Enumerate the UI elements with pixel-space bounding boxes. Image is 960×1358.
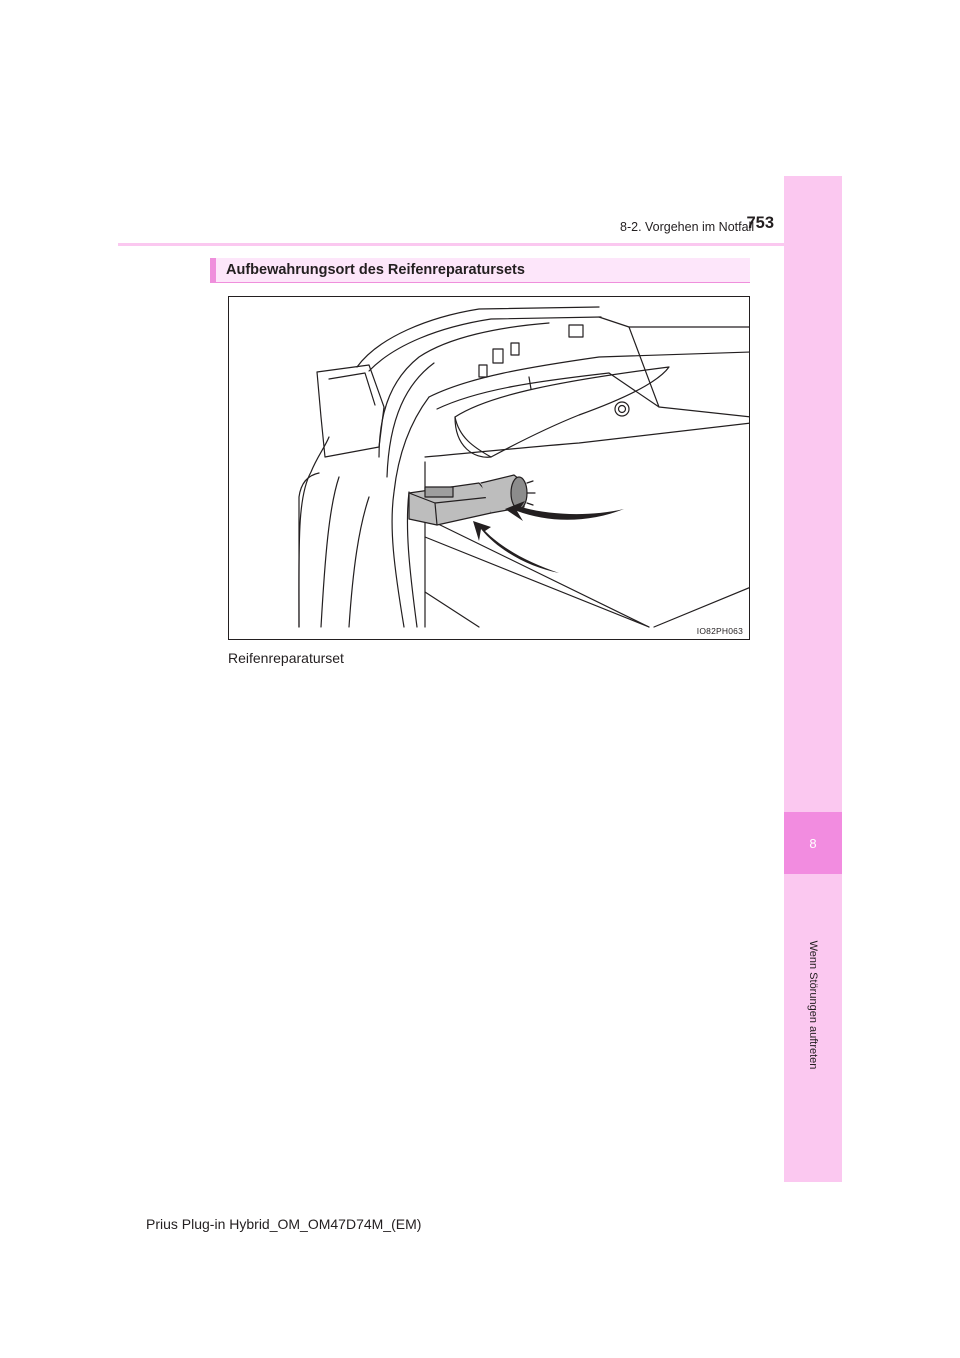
- figure-code: IO82PH063: [696, 626, 743, 636]
- section-heading-title: Aufbewahrungsort des Reifenreparatursets: [226, 262, 525, 278]
- illustration-frame: [228, 296, 750, 640]
- header-section-label: 8-2. Vorgehen im Notfall: [620, 220, 755, 234]
- section-heading-box: [210, 258, 750, 283]
- page-number: 753: [746, 214, 774, 232]
- figure-caption: Reifenreparaturset: [228, 650, 344, 666]
- section-heading-accent: [210, 258, 216, 282]
- chapter-number-tab: 8: [784, 812, 842, 874]
- header-rule: [118, 243, 842, 246]
- footer-document-id: Prius Plug-in Hybrid_OM_OM47D74M_(EM): [146, 1216, 422, 1232]
- chapter-title-text: Wenn Störungen auftreten: [807, 940, 819, 1070]
- trunk-illustration: [229, 297, 750, 640]
